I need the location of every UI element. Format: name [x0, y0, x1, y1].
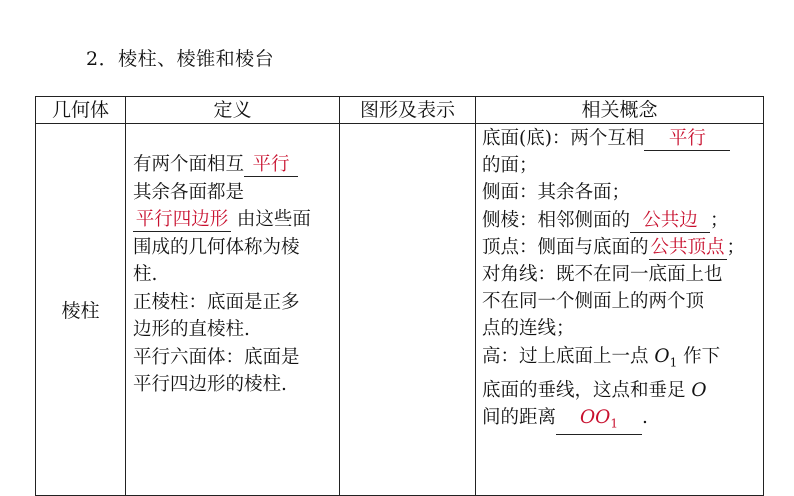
concept-line: 顶点：侧面与底面的	[482, 236, 649, 258]
concept-line: 高：过上底面上一点	[482, 345, 649, 367]
punctuation: .	[642, 406, 648, 428]
concept-line: 侧棱：相邻侧面的	[482, 209, 631, 231]
concept-line: 侧面：其余各面；	[482, 182, 631, 204]
section-heading: 2．棱柱、棱锥和棱台	[86, 48, 275, 70]
answer-blank-parallel: 平行	[244, 154, 298, 177]
punctuation: ；	[710, 209, 729, 231]
concept-line: 对角线：既不在同一底面上也	[482, 264, 723, 286]
def-line: 平行六面体：底面是	[133, 346, 300, 368]
concept-line: 点的连线；	[482, 318, 575, 340]
def-line: 其余各面都是	[133, 181, 245, 203]
answer-blank-parallel-faces: 平行	[644, 128, 730, 151]
math-subscript: 1	[669, 355, 678, 370]
concept-line: 作下	[683, 345, 721, 367]
concept-line: 不在同一个侧面上的两个顶	[482, 291, 705, 313]
header-figure: 图形及表示	[340, 97, 476, 124]
polyhedra-table	[35, 96, 764, 496]
figure-cell	[340, 124, 476, 496]
header-concepts: 相关概念	[476, 97, 764, 124]
answer-blank-distance	[556, 407, 642, 436]
answer-blank-common-vertex: 公共顶点	[650, 236, 725, 258]
answer-blank-common-edge: 公共边	[630, 210, 710, 233]
def-line: 边形的直棱柱.	[133, 319, 250, 340]
answer-subscript: 1	[610, 416, 618, 431]
header-row	[36, 97, 764, 124]
solid-name: 棱柱	[36, 124, 126, 496]
header-solid: 几何体	[36, 97, 126, 124]
answer-blank-parallelogram: 平行四边形	[133, 209, 231, 232]
math-var-o: O	[691, 379, 707, 401]
concept-line: 的面；	[482, 155, 538, 177]
concept-line: 间的距离	[482, 406, 557, 428]
def-line: 有两个面相互	[133, 154, 245, 175]
def-line: 由这些面	[236, 209, 311, 230]
concepts-cell	[476, 124, 764, 496]
def-line: 平行四边形的棱柱.	[133, 374, 287, 395]
definition-cell	[126, 124, 340, 496]
def-line: 围成的几何体称为棱	[133, 236, 300, 258]
def-line: 柱.	[133, 264, 158, 285]
math-var-o: O	[654, 345, 670, 367]
def-line: 正棱柱：底面是正多	[133, 291, 300, 313]
prism-row	[36, 124, 764, 496]
punctuation: ；	[726, 236, 746, 258]
concept-line: 底面的垂线，这点和垂足	[482, 379, 686, 401]
header-definition: 定义	[126, 97, 340, 124]
answer-var: OO	[580, 406, 611, 428]
concept-line: 底面(底)：两个互相	[482, 128, 645, 149]
